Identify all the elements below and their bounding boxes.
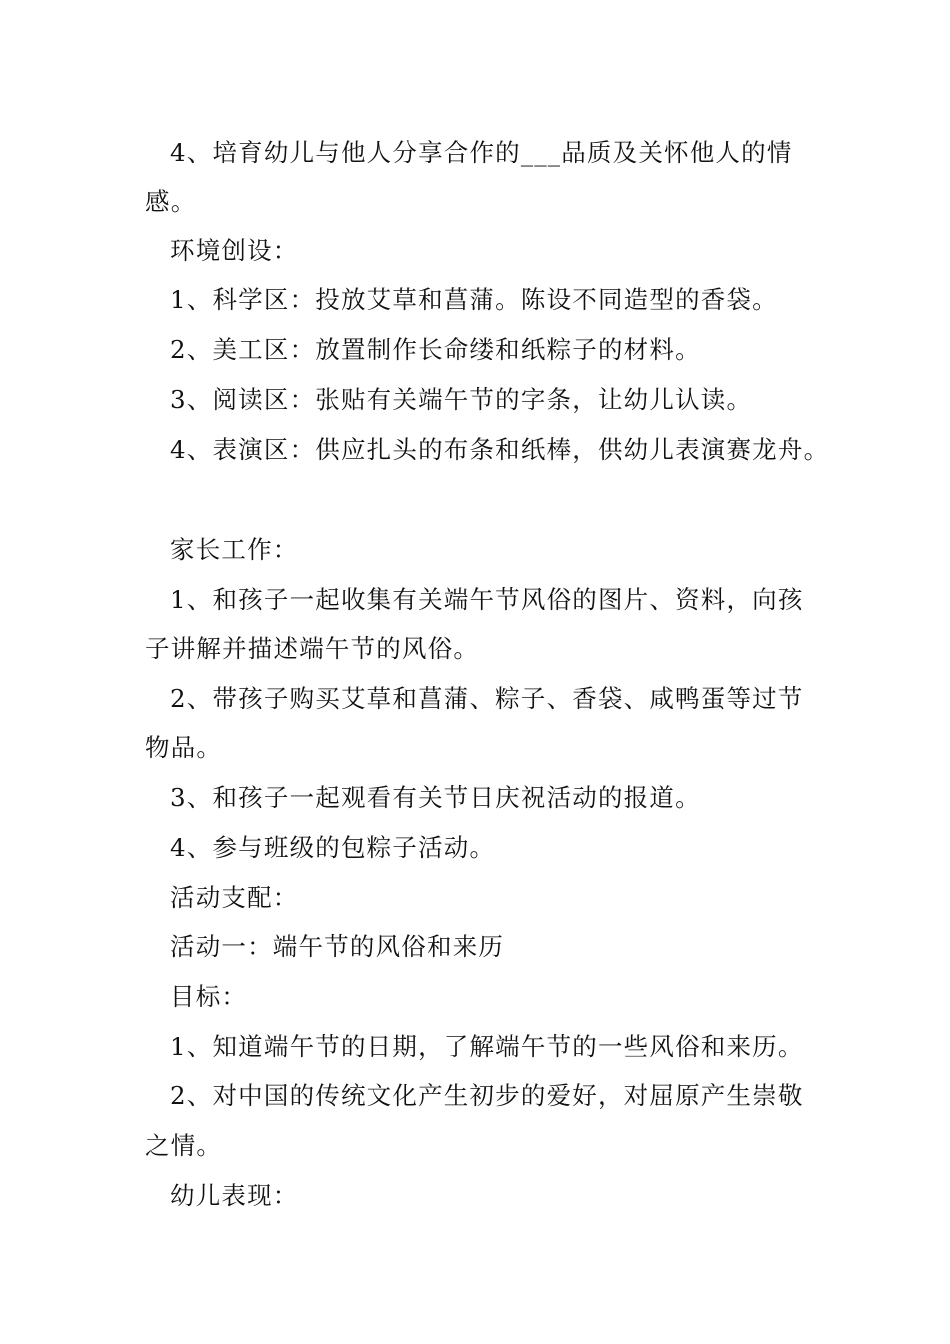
environment-item-1: 1、科学区：投放艾草和菖蒲。陈设不同造型的香袋。 xyxy=(170,285,778,314)
parent-item-2: 2、带孩子购买艾草和菖蒲、粽子、香袋、咸鸭蛋等过节 xyxy=(170,684,804,713)
parent-item-1-continued: 子讲解并描述端午节的风俗。 xyxy=(145,634,480,663)
section-heading-goals: 目标： xyxy=(170,982,248,1011)
environment-item-4: 4、表演区：供应扎头的布条和纸棒，供幼儿表演赛龙舟。 xyxy=(170,435,830,464)
environment-item-2: 2、美工区：放置制作长命缕和纸粽子的材料。 xyxy=(170,335,701,364)
goal-item-2-continued: 之情。 xyxy=(145,1131,223,1160)
section-heading-child-performance: 幼儿表现： xyxy=(170,1181,299,1210)
goal-item-4: 4、培育幼儿与他人分享合作的___品质及关怀他人的情 xyxy=(170,138,793,167)
section-heading-environment: 环境创设： xyxy=(170,236,299,265)
parent-item-2-continued: 物品。 xyxy=(145,733,223,762)
goal-item-1: 1、知道端午节的日期，了解端午节的一些风俗和来历。 xyxy=(170,1032,804,1061)
activity-one-title: 活动一：端午节的风俗和来历 xyxy=(170,932,505,961)
environment-item-3: 3、阅读区：张贴有关端午节的字条，让幼儿认读。 xyxy=(170,385,753,414)
section-heading-activities: 活动支配： xyxy=(170,883,299,912)
goal-item-4-continued: 感。 xyxy=(145,187,197,216)
parent-item-4: 4、参与班级的包粽子活动。 xyxy=(170,833,496,862)
section-heading-parents: 家长工作： xyxy=(170,535,299,564)
goal-item-2: 2、对中国的传统文化产生初步的爱好，对屈原产生崇敬 xyxy=(170,1081,804,1110)
parent-item-3: 3、和孩子一起观看有关节日庆祝活动的报道。 xyxy=(170,783,701,812)
parent-item-1: 1、和孩子一起收集有关端午节风俗的图片、资料，向孩 xyxy=(170,585,804,614)
